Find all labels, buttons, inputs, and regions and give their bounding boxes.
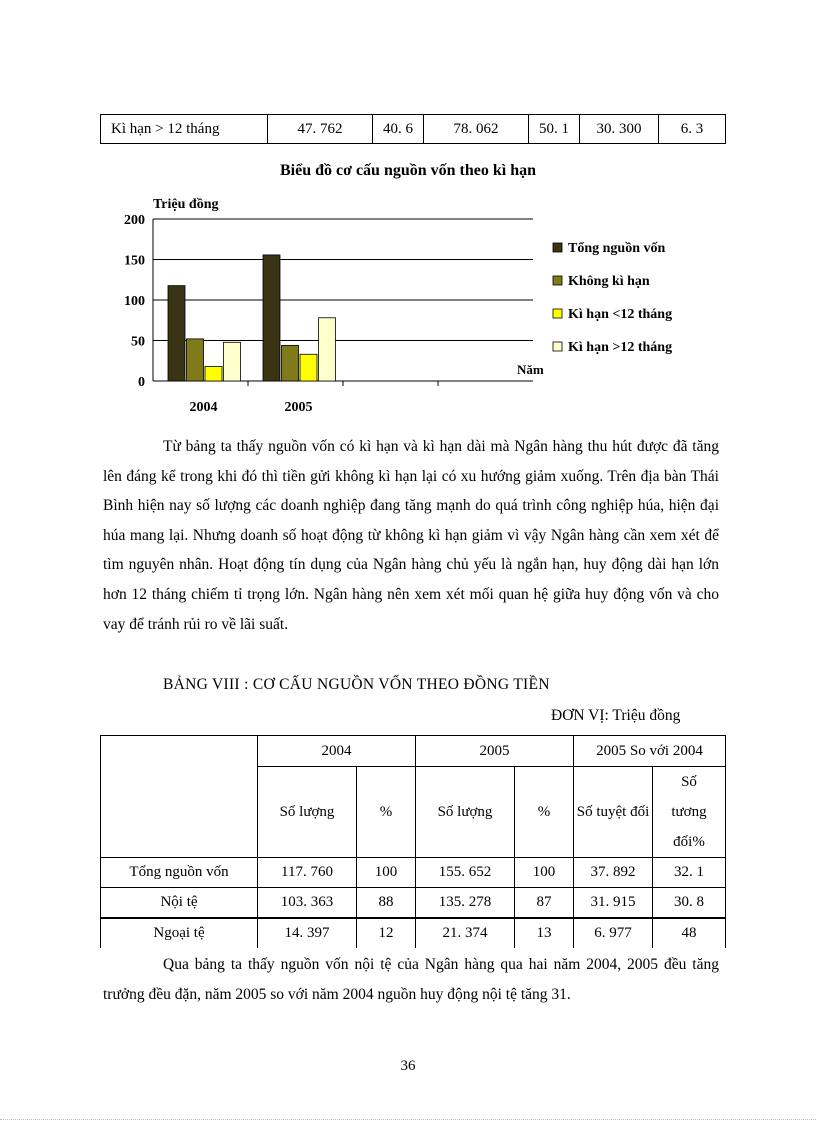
table-cell: Kì hạn > 12 tháng: [101, 115, 268, 144]
y-tick-label: 150: [124, 253, 145, 269]
bar: [168, 286, 185, 381]
table-cell: Tổng nguồn vốn: [101, 858, 258, 888]
table-cell: 135. 278: [416, 888, 515, 918]
table-cell: 40. 6: [373, 115, 424, 144]
table-cell: 30. 8: [653, 888, 726, 918]
x-axis-label: Năm: [517, 362, 544, 377]
table-header: Số lượng: [258, 767, 357, 858]
page-number: 36: [400, 1058, 416, 1074]
capital-structure-table: [100, 735, 726, 948]
chart-title: Biểu đồ cơ cấu nguồn vốn theo kì hạn: [279, 162, 537, 179]
table-cell: 47. 762: [268, 115, 373, 144]
y-tick-label: 50: [131, 334, 145, 350]
table-cell: 6. 3: [659, 115, 726, 144]
y-axis-label: Triệu đồng: [153, 197, 219, 212]
bar: [205, 366, 222, 381]
table-cell: 100: [357, 858, 416, 888]
bar-chart: [0, 185, 816, 420]
table-cell: 100: [515, 858, 574, 888]
table-cell: 13: [515, 918, 574, 948]
table-cell: 117. 760: [258, 858, 357, 888]
bar: [224, 342, 241, 381]
legend-swatch: [553, 276, 562, 285]
table-cell: 50. 1: [529, 115, 580, 144]
legend-label: Tổng nguồn vốn: [568, 241, 666, 256]
table-cell: 14. 397: [258, 918, 357, 948]
table-row: [101, 858, 726, 888]
table-header: 2004: [258, 736, 416, 767]
table-cell: 31. 915: [574, 888, 653, 918]
table-cell: 155. 652: [416, 858, 515, 888]
paragraph: [103, 950, 719, 1009]
table-row: [101, 888, 726, 918]
table-header-row: [101, 736, 726, 767]
bar: [282, 345, 299, 381]
table-header: Số tuyệt đối: [574, 767, 653, 858]
table-cell: 37. 892: [574, 858, 653, 888]
table-cell: 88: [357, 888, 416, 918]
legend-swatch: [553, 342, 562, 351]
table-header: %: [357, 767, 416, 858]
table-cell: 12: [357, 918, 416, 948]
bar: [187, 339, 204, 381]
table-row: [101, 918, 726, 948]
legend-label: Kì hạn >12 tháng: [568, 340, 673, 355]
table-cell: 78. 062: [424, 115, 529, 144]
bar: [263, 255, 280, 381]
paragraph-text: Qua bảng ta thấy nguồn vốn nội tệ của Ngân hàng qua hai năm 2004, 2005 đều tăng trưởng đều đặn, năm 2005 so với năm 2004 nguồn huy động nội tệ tăng 31.: [103, 956, 719, 1003]
legend-swatch: [553, 243, 562, 252]
table-cell: 32. 1: [653, 858, 726, 888]
bar: [300, 354, 317, 381]
table-header: Số tương đối%: [653, 767, 726, 858]
legend-label: Kì hạn <12 tháng: [568, 307, 673, 322]
table-header: 2005: [416, 736, 574, 767]
table-row: [101, 115, 726, 144]
table-cell: 48: [653, 918, 726, 948]
paragraph: [103, 432, 719, 639]
legend-label: Không kì hạn: [568, 274, 650, 289]
table-header: %: [515, 767, 574, 858]
top-table: [100, 114, 726, 144]
table-cell: 21. 374: [416, 918, 515, 948]
y-tick-label: 100: [124, 294, 145, 309]
table-cell-empty: [101, 736, 258, 858]
y-tick-label: 200: [124, 213, 145, 228]
table-cell: 103. 363: [258, 888, 357, 918]
table-cell: 87: [515, 888, 574, 918]
table-unit: ĐƠN VỊ: Triệu đồng: [551, 707, 681, 724]
table-title: BẢNG VIII : CƠ CẤU NGUỒN VỐN THEO ĐỒNG TIỀN: [163, 676, 550, 693]
y-tick-label: 0: [138, 375, 145, 390]
table-cell: Nội tệ: [101, 888, 258, 918]
paragraph-text: Từ bảng ta thấy nguồn vốn có kì hạn và kì hạn dài mà Ngân hàng thu hút được đã tăng lên đáng kể trong khi đó thì tiền gửi không kì hạn lại có xu hướng giảm xuống. Trên địa bàn Thái Bình hiện nay số lượng các doanh nghiệp đang tăng mạnh do quá trình công nghiệp húa, hiện đại húa mang lại. Nhưng doanh số hoạt động từ không kì hạn giảm vì vậy Ngân hàng cần xem xét để tìm nguyên nhân. Hoạt động tín dụng của Ngân hàng chủ yếu là ngắn hạn, huy động dài hạn lớn hơn 12 tháng chiếm tỉ trọng lớn. Ngân hàng nên xem xét mối quan hệ giữa huy động vốn và cho vay để tránh rủi ro về lãi suất.: [103, 438, 719, 633]
table-cell: 6. 977: [574, 918, 653, 948]
table-header: 2005 So với 2004: [574, 736, 726, 767]
bar: [319, 318, 336, 381]
x-tick-label: 2004: [189, 400, 218, 415]
page-bottom-divider: [0, 1119, 816, 1120]
table-cell: 30. 300: [580, 115, 659, 144]
legend-swatch: [553, 309, 562, 318]
x-tick-label: 2005: [284, 400, 313, 415]
table-header: Số lượng: [416, 767, 515, 858]
table-cell: Ngoại tệ: [101, 918, 258, 948]
